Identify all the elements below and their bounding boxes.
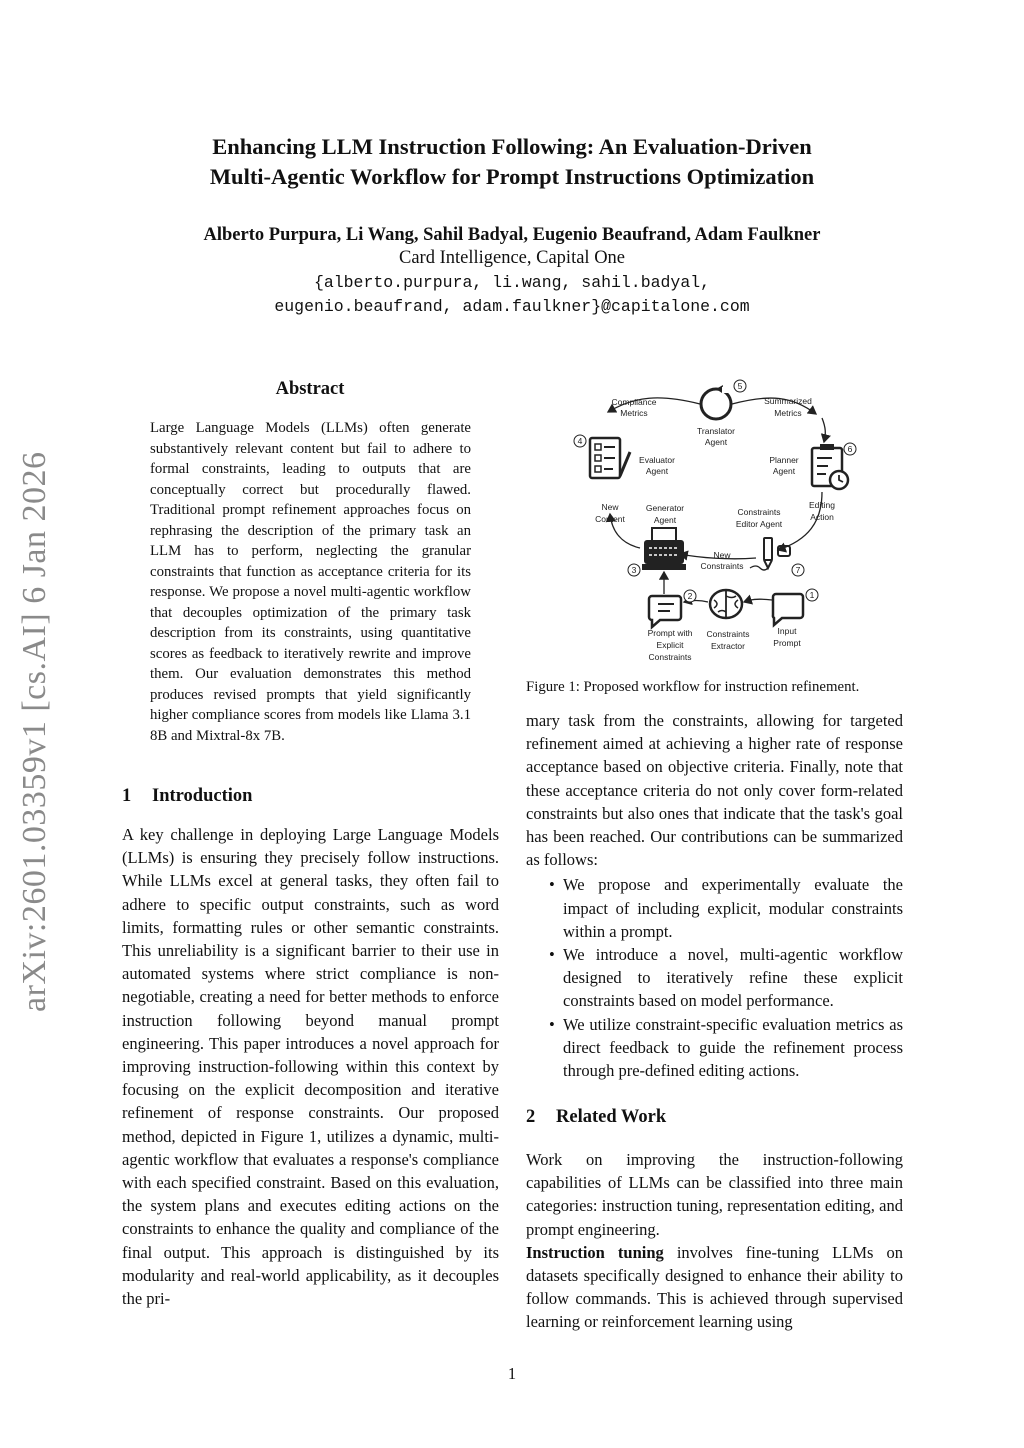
svg-text:6: 6 [847,444,853,454]
intro-section-title: Introduction [152,786,253,806]
step-number-1 [806,589,818,601]
intro-paragraph: A key challenge in deploying Large Language Models (LLMs) is ensuring they precisely follow instructions. While LLMs excel at general tasks, they often fail to adhere to specific output constraints, such as word limits, formatting rules or other semantic constraints. This unreliability is a significant barrier to their use in automated systems where strict compliance is non-negotiable, creating a need for better methods to enforce instruction following beyond manual prompt engineering. This paper introduces a novel approach for improving instruction-following within this context by focusing on the explicit decomposition and iterative refinement of response constraints. Our proposed method, depicted in Figure 1, utilizes a dynamic, multi-agentic workflow that evaluates a response's compliance with each specified constraint. Based on this evaluation, the system plans and executes editing actions on the constraints to enhance the quality and compliance of the final output. This approach is distinguished by its modularity and real-world applicability, as it decouples the pri- [122,825,499,1309]
instruction-tuning-paragraph [526,1241,903,1334]
label-constraints-extractor-2: Extractor [710,641,746,651]
label-constraints-editor-2: Editor Agent [735,519,783,529]
label-evaluator-agent: Evaluator [639,455,675,465]
label-summarized-metrics-2: Metrics [774,408,802,418]
instruction-tuning-text: involves fine-tuning LLMs on datasets specifically designed to enhance their ability to follow commands. This is achieved through supervised learning or reinforcement learning using [526,1242,903,1332]
intro-heading [122,786,252,807]
email-line-1: {alberto.purpura, li.wang, sahil.badyal, [313,273,711,292]
label-translator-agent: Translator [697,426,735,436]
contribution-item: • We introduce a novel, multi-agentic workflow designed to iteratively refine these explicit constraints based on model performance. [526,943,903,1013]
svg-text:2: 2 [687,591,693,601]
arrow-summarized-to-planner [822,418,825,442]
paper-title [140,132,884,192]
svg-text:3: 3 [631,565,637,575]
email-addresses [130,271,894,319]
arrow-input-to-extractor [744,599,772,602]
arxiv-identifier: arXiv:2601.03359v1 [cs.AI] 6 Jan 2026 [16,451,53,1012]
label-prompt-explicit: Prompt with [647,628,693,638]
step-number-7 [792,564,804,576]
author-list: Alberto Purpura, Li Wang, Sahil Badyal, Eugenio Beaufrand, Adam Faulkner [203,225,821,245]
related-work-body [526,1148,903,1334]
intro-body [122,823,499,1310]
instruction-tuning-term: Instruction tuning [526,1242,664,1262]
label-compliance-metrics: Compliance [611,397,657,407]
step-number-4 [574,435,586,447]
typewriter-icon [642,528,686,570]
contributions-paragraph: mary task from the constraints, allowing for targeted refinement aimed at achieving a higher rate of response acceptance based on objective criteria. Finally, note that these acceptance criteria do not only cover form-related constraints but also ones that indicate that the task's goal has been reached. Our contributions can be summarized as follows: [526,711,903,870]
label-summarized-metrics: Summarized [764,396,812,406]
related-section-title: Related Work [556,1107,667,1127]
refresh-icon [701,385,731,419]
page-number: 1 [507,1364,517,1383]
related-work-paragraph: Work on improving the instruction-following capabilities of LLMs can be classified into three main categories: instruction tuning, representation editing, and prompt engineering. [526,1150,903,1239]
svg-text:1: 1 [809,590,815,600]
label-new-constraints-2: Constraints [700,561,744,571]
email-line-2: eugenio.beaufrand, adam.faulkner}@capitalone.com [274,297,750,316]
label-planner-agent: Planner [769,455,799,465]
figure-caption: Figure 1: Proposed workflow for instruction refinement. [526,679,860,695]
contribution-item: • We utilize constraint-specific evaluation metrics as direct feedback to guide the refinement process through pre-defined editing actions. [526,1013,903,1083]
abstract-heading: Abstract [275,379,345,399]
label-prompt-explicit-3: Constraints [648,652,692,662]
svg-text:7: 7 [795,565,801,575]
svg-text:5: 5 [737,381,743,391]
step-number-5 [734,380,746,392]
label-input-prompt-2: Prompt [773,638,801,648]
step-number-3 [628,564,640,576]
workflow-figure [560,372,860,668]
label-generator-agent-2: Agent [653,515,677,525]
input-bubble-icon [773,594,803,625]
contributions-list [526,873,903,1082]
label-constraints-extractor: Constraints [706,629,750,639]
label-planner-agent-2: Agent [772,466,796,476]
title-line-2: Multi-Agentic Workflow for Prompt Instructions Optimization [209,164,815,189]
pen-icon [750,538,790,570]
label-evaluator-agent-2: Agent [645,466,669,476]
affiliation: Card Intelligence, Capital One [398,248,626,268]
title-line-1: Enhancing LLM Instruction Following: An Evaluation-Driven [212,134,812,159]
related-work-heading [526,1107,666,1128]
label-new-content-2: Content [595,514,625,524]
intro-section-number: 1 [122,786,132,806]
svg-text:4: 4 [577,436,583,446]
label-compliance-metrics-2: Metrics [620,408,648,418]
label-new-content: New [601,502,619,512]
prompt-bubble-icon [649,596,681,627]
checklist-icon [590,438,630,478]
label-editing-action: Editing [809,500,835,510]
contribution-item: • We propose and experimentally evaluate the impact of including explicit, modular constraints within a prompt. [526,873,903,943]
right-column-body [526,709,903,1082]
planner-clipboard-icon [812,444,848,489]
step-number-2 [684,590,696,602]
related-section-number: 2 [526,1107,536,1127]
label-editing-action-2: Action [810,512,834,522]
abstract-text: Large Language Models (LLMs) often generate substantively relevant content but fail to adhere to formal constraints, leading to outputs that are conceptually correct but procedurally flawed. Traditional prompt refinement approaches focus on rephrasing the description of the primary task an LLM has to perform, neglecting the granular constraints that function as acceptance criteria for its response. We propose a novel multi-agentic workflow that decouples optimization of the primary task description from its constraints, using quantitative scores as feedback to iteratively rewrite and improve them. Our evaluation demonstrates this method produces revised prompts that yield significantly higher compliance scores from models like Llama 3.1 8B and Mixtral-8x 7B. [150,420,471,744]
workflow-diagram [560,372,860,668]
label-new-constraints: New [713,550,731,560]
label-constraints-editor: Constraints [737,507,781,517]
brain-icon [710,590,742,618]
step-number-6 [844,443,856,455]
label-translator-agent-2: Agent [704,437,728,447]
label-generator-agent: Generator [645,503,685,513]
label-input-prompt: Input [777,626,797,636]
label-prompt-explicit-2: Explicit [656,640,684,650]
